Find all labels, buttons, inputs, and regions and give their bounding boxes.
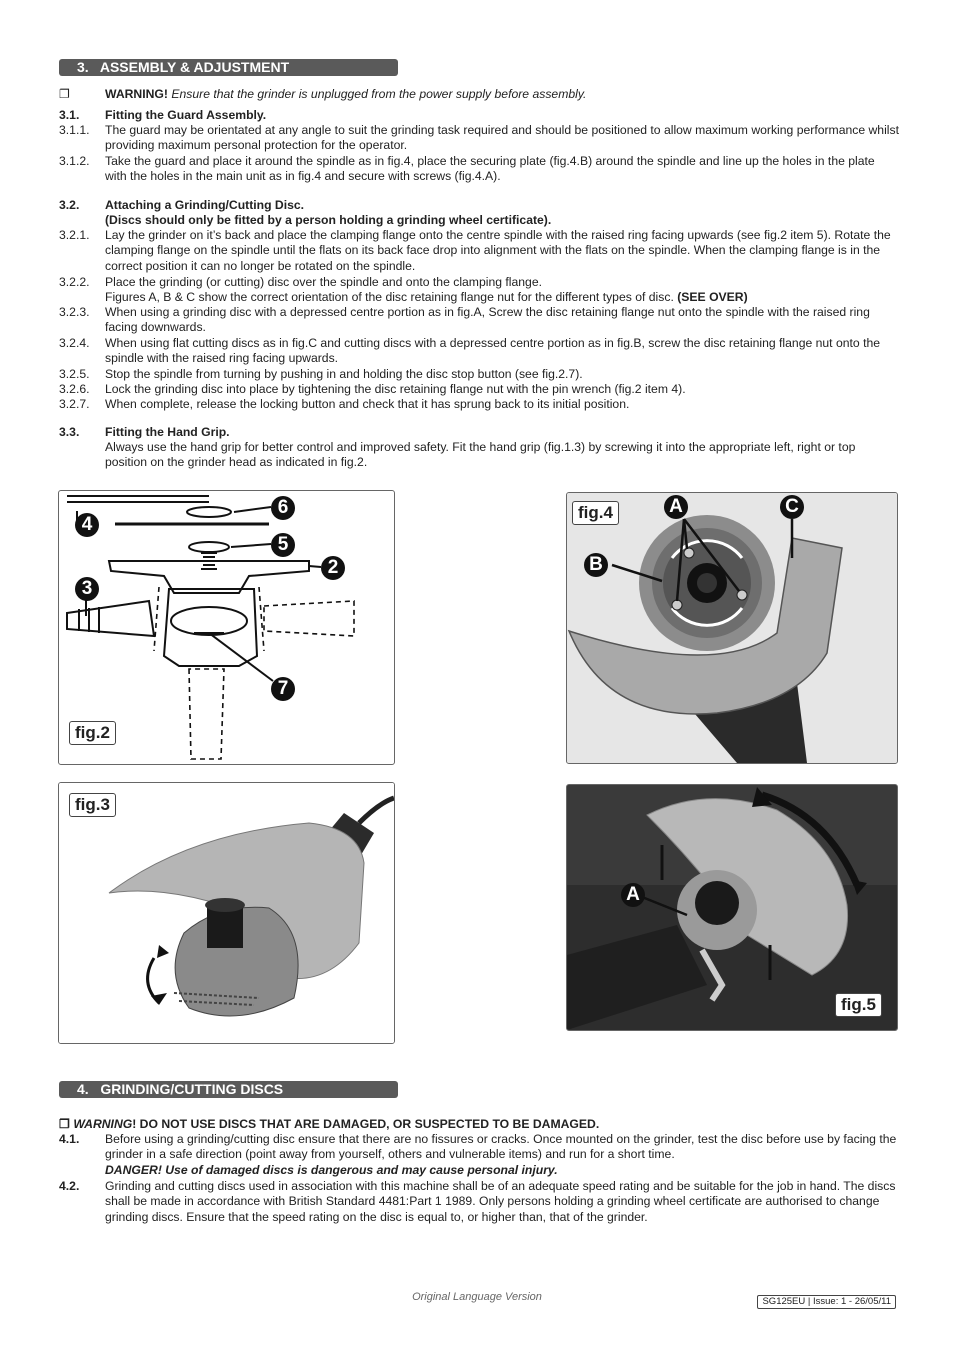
- fig2-exploded-diagram: [58, 490, 395, 765]
- issue-date: Issue: 1 - 26/05/11: [813, 1296, 891, 1307]
- warning-checkbox-icon: ❐: [59, 1117, 70, 1131]
- list-item: [59, 1179, 899, 1225]
- item-number: 4.1.: [59, 1132, 80, 1146]
- item-text: Grinding and cutting discs used in association with this machine shall be of an adequate speed rating and be suitable for the job in hand. The discs shall be made in accordance with British Standard 4481:Part 1 1989. Only persons holding a grinding wheel certificate are authorised to change grinding discs. Ensure that the speed rating on the disc is equal to, or higher than, that of the grinder.: [105, 1179, 896, 1224]
- model-number: SG125EU: [762, 1296, 806, 1307]
- warning-label: WARNING: [73, 1117, 133, 1131]
- item-number: 3.2.4.: [59, 336, 90, 350]
- item-text: When complete, release the locking button and check that it has sprung back to its initial position.: [105, 397, 630, 411]
- item-number: 3.2.3.: [59, 305, 90, 319]
- fig3-label: fig.3: [69, 793, 116, 817]
- list-item: [59, 213, 899, 228]
- list-item: [59, 198, 899, 213]
- fig2-callout-7: 7: [271, 677, 295, 701]
- list-item: [59, 382, 899, 397]
- see-over-note: (SEE OVER): [677, 290, 748, 304]
- list-item: [59, 440, 899, 471]
- item-number: 3.2.7.: [59, 397, 90, 411]
- item-text: The guard may be orientated at any angle to suit the grinding task required and should be positioned to allow maximum working performance whilst providing maximum personal protection for the operator.: [105, 123, 899, 153]
- fig2-callout-2: 2: [321, 556, 345, 580]
- item-heading: Fitting the Guard Assembly.: [105, 108, 267, 122]
- item-text: Lay the grinder on it’s back and place the clamping flange onto the centre spindle with the raised ring facing upwards (see fig.2 item 5). Rotate the clamping flange on the spindle until the flats on its back face drop into alignment with the flats on the spindle. When the clamping flange is in the correct position it can no longer be rotated on the spindle.: [105, 228, 891, 273]
- list-item: [59, 154, 899, 185]
- item-note: (Discs should only be fitted by a person holding a grinding wheel certificate).: [105, 213, 552, 227]
- fig4-photo: [566, 492, 898, 764]
- fig5-label: fig.5: [835, 993, 882, 1017]
- fig2-callout-4: 4: [75, 513, 99, 537]
- fig2-callout-3: 3: [75, 577, 99, 601]
- item-heading: Fitting the Hand Grip.: [105, 425, 230, 439]
- fig2-callout-6: 6: [271, 496, 295, 520]
- section-4-header: [59, 1081, 398, 1098]
- item-text: Stop the spindle from turning by pushing in and holding the disc stop button (see fig.2.7).: [105, 367, 583, 381]
- fig5-callout-A: A: [621, 883, 645, 907]
- section-number: 4.: [77, 1081, 89, 1097]
- list-item: [59, 228, 899, 274]
- list-item: [59, 1132, 899, 1178]
- warning-text: ! DO NOT USE DISCS THAT ARE DAMAGED, OR SUSPECTED TO BE DAMAGED.: [132, 1117, 600, 1131]
- section-number: 3.: [77, 59, 89, 75]
- footer-language-note: Original Language Version: [412, 1291, 542, 1303]
- list-item: [59, 367, 899, 382]
- item-text: When using a grinding disc with a depressed centre portion as in fig.A, Screw the disc retaining flange nut onto the spindle with the raised ring facing downwards.: [105, 305, 870, 335]
- fig5-photo: [566, 784, 898, 1031]
- fig4-callout-A: A: [664, 495, 688, 519]
- item-text: Place the grinding (or cutting) disc over the spindle and onto the clamping flange.: [105, 275, 542, 289]
- list-item: [59, 290, 899, 305]
- list-item: [59, 397, 899, 412]
- fig4-callout-C: C: [780, 495, 804, 519]
- item-number: 3.2.1.: [59, 228, 90, 242]
- item-number: 3.1.: [59, 108, 80, 122]
- footer-model-issue: SG125EU | Issue: 1 - 26/05/11: [757, 1295, 896, 1309]
- list-item: [59, 123, 899, 154]
- guard-assembly-photo: [567, 493, 897, 763]
- warning-checkbox-icon: ❐: [59, 87, 70, 101]
- item-number: 4.2.: [59, 1179, 80, 1193]
- list-item: [59, 425, 899, 440]
- list-item: [59, 108, 899, 123]
- item-heading: Attaching a Grinding/Cutting Disc.: [105, 198, 305, 212]
- list-item: [59, 275, 899, 290]
- item-number: 3.1.1.: [59, 123, 90, 137]
- item-number: 3.3.: [59, 425, 80, 439]
- warning-label: WARNING!: [105, 87, 168, 101]
- fig2-callout-5: 5: [271, 533, 295, 557]
- item-number: 3.1.2.: [59, 154, 90, 168]
- fig2-label: fig.2: [69, 721, 116, 745]
- item-text: Take the guard and place it around the spindle as in fig.4, place the securing plate (fig.4.B) around the spindle and line up the holes in the plate with the holes in the main unit as in fig.4 and secure with screws (fig.4.A).: [105, 154, 875, 184]
- fig4-callout-B: B: [584, 553, 608, 577]
- danger-note: DANGER! Use of damaged discs is dangerous and may cause personal injury.: [105, 1162, 558, 1177]
- fig3-photo: [58, 782, 395, 1044]
- item-number: 3.2.2.: [59, 275, 90, 289]
- warning-line: [59, 87, 899, 102]
- item-text: Always use the hand grip for better control and improved safety. Fit the hand grip (fig.1.3) by screwing it into the appropriate left, right or top position on the grinder head as indicated in fig.2.: [105, 440, 856, 470]
- item-text: When using flat cutting discs as in fig.C and cutting discs with a depressed centre portion as in fig.B, screw the disc retaining flange nut onto the spindle with the raised ring facing upwards.: [105, 336, 881, 366]
- item-number: 3.2.5.: [59, 367, 90, 381]
- section-title: ASSEMBLY & ADJUSTMENT: [99, 59, 290, 75]
- list-item: [59, 336, 899, 367]
- item-number: 3.2.6.: [59, 382, 90, 396]
- grinder-handgrip-photo: [59, 783, 394, 1043]
- item-number: 3.2.: [59, 198, 80, 212]
- list-item: [59, 305, 899, 336]
- warning-line: [59, 1117, 899, 1132]
- warning-text: Ensure that the grinder is unplugged from the power supply before assembly.: [171, 87, 587, 101]
- section-title: GRINDING/CUTTING DISCS: [100, 1081, 284, 1097]
- section-3-header: [59, 59, 398, 76]
- item-text: Before using a grinding/cutting disc ensure that there are no fissures or cracks. Once mounted on the grinder, test the disc before use by facing the grinder in a safe direction (point away from yourself, others and vulnerable items) and run for a short time.: [105, 1132, 897, 1162]
- item-text: Lock the grinding disc into place by tightening the disc retaining flange nut with the pin wrench (fig.2 item 4).: [105, 382, 686, 396]
- item-text: Figures A, B & C show the correct orientation of the disc retaining flange nut for the different types of disc.: [105, 290, 674, 304]
- fig4-label: fig.4: [572, 501, 619, 525]
